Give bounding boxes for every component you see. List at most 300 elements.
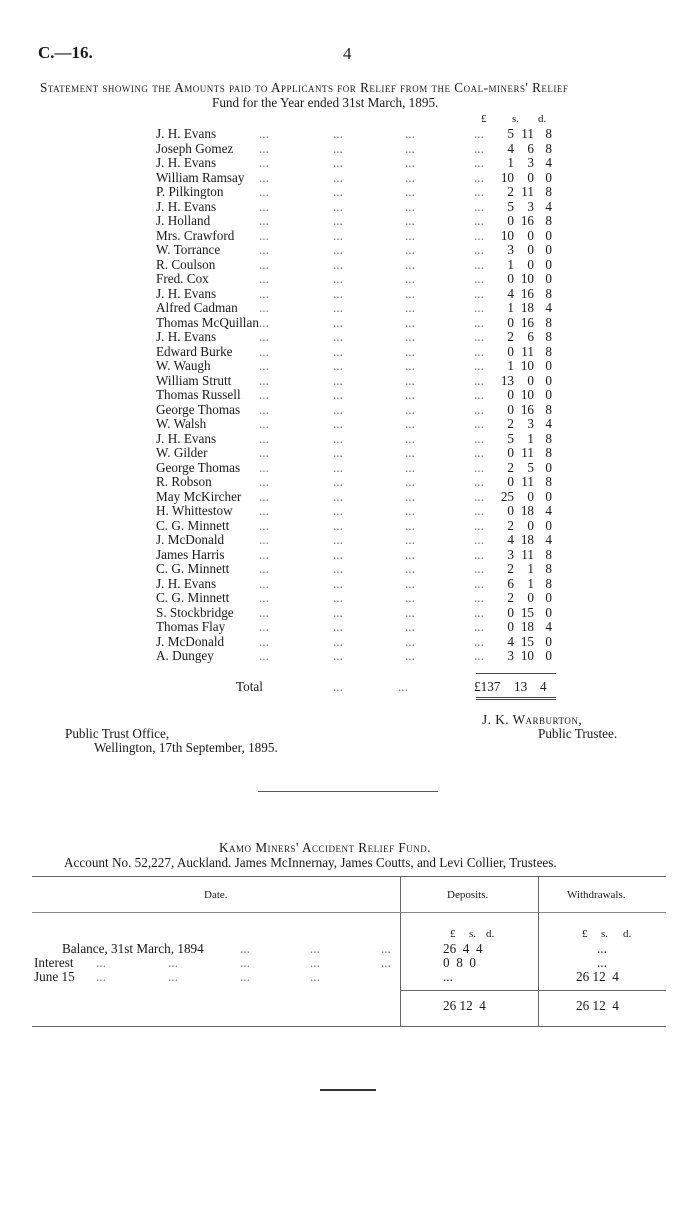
amount-shillings: 1 bbox=[527, 575, 534, 591]
payee-name: W. Gilder bbox=[156, 445, 208, 460]
leader-dots: ... bbox=[405, 126, 415, 141]
amount-shillings: 0 bbox=[527, 256, 534, 272]
leader-dots: ... bbox=[405, 561, 415, 576]
payee-name: William Strutt bbox=[156, 372, 232, 388]
leader-dots: ... bbox=[333, 546, 343, 562]
amount-pounds: 0 bbox=[507, 343, 514, 359]
payment-row bbox=[0, 257, 700, 272]
amount-pounds: 4 bbox=[507, 633, 514, 649]
amount-pounds: 1 bbox=[507, 300, 514, 315]
leader-dots: ... bbox=[474, 532, 484, 547]
leader-dots: ... bbox=[474, 488, 484, 504]
payment-row bbox=[0, 141, 700, 156]
amount-pence: 8 bbox=[545, 561, 552, 576]
leader-dots: ... bbox=[333, 285, 343, 301]
leader-dots: ... bbox=[333, 387, 343, 402]
leader-dots: ... bbox=[474, 546, 484, 562]
amount-pounds: 3 bbox=[507, 546, 514, 562]
leader-dots: ... bbox=[333, 648, 343, 663]
leader-dots: ... bbox=[405, 575, 415, 591]
payee-name: J. H. Evans bbox=[156, 329, 217, 344]
payment-row bbox=[0, 431, 700, 446]
payee-name: J. H. Evans bbox=[156, 155, 217, 170]
ledger-row bbox=[0, 955, 700, 970]
amount-shillings: 10 bbox=[520, 271, 534, 286]
leader-dots: ... bbox=[259, 242, 269, 257]
payment-row bbox=[0, 315, 700, 330]
leader-dots: ... bbox=[333, 474, 343, 489]
leader-dots: ... bbox=[405, 401, 415, 417]
leader-dots: ... bbox=[333, 416, 343, 431]
payment-row bbox=[0, 170, 700, 185]
total-leader-dots: ... bbox=[398, 679, 408, 694]
leader-dots: ... bbox=[405, 285, 415, 301]
amount-pounds: 0 bbox=[507, 387, 514, 402]
amount-pounds: 2 bbox=[507, 590, 514, 605]
leader-dots: ... bbox=[474, 184, 484, 199]
leader-dots: ... bbox=[259, 604, 269, 620]
leader-dots: ... bbox=[405, 648, 415, 663]
leader-dots: ... bbox=[405, 343, 415, 359]
deposit-unit-pence: d. bbox=[486, 928, 495, 940]
signatory-title: Public Trustee. bbox=[538, 726, 618, 741]
payment-row bbox=[0, 590, 700, 605]
leader-dots: ... bbox=[310, 969, 320, 984]
amount-shillings: 1 bbox=[527, 430, 534, 446]
table-header-rule bbox=[32, 912, 666, 913]
amount-pounds: 0 bbox=[507, 213, 514, 228]
ledger-deposit: ... bbox=[443, 969, 453, 984]
amount-shillings: 6 bbox=[527, 329, 534, 344]
payee-name: W. Walsh bbox=[156, 416, 207, 431]
leader-dots: ... bbox=[259, 271, 269, 286]
payee-name: A. Dungey bbox=[156, 648, 214, 663]
amount-pence: 0 bbox=[545, 604, 552, 620]
leader-dots: ... bbox=[259, 633, 269, 649]
leader-dots: ... bbox=[405, 604, 415, 620]
amount-pence: 0 bbox=[545, 459, 552, 475]
total-pounds: £137 bbox=[474, 679, 501, 694]
leader-dots: ... bbox=[259, 169, 269, 185]
amount-pounds: 3 bbox=[507, 648, 514, 663]
leader-dots: ... bbox=[259, 155, 269, 170]
payment-row bbox=[0, 619, 700, 634]
payee-name: Thomas McQuillan bbox=[156, 314, 259, 330]
leader-dots: ... bbox=[310, 955, 320, 970]
payment-row bbox=[0, 242, 700, 257]
payment-row bbox=[0, 300, 700, 315]
payment-row bbox=[0, 286, 700, 301]
amount-pence: 0 bbox=[545, 242, 552, 257]
ledger-deposit: 0 8 0 bbox=[443, 955, 476, 970]
amount-pounds: 1 bbox=[507, 155, 514, 170]
amount-pence: 8 bbox=[545, 343, 552, 359]
leader-dots: ... bbox=[259, 401, 269, 417]
payee-name: George Thomas bbox=[156, 459, 241, 475]
payee-name: J. H. Evans bbox=[156, 198, 217, 214]
payment-row bbox=[0, 489, 700, 504]
leader-dots: ... bbox=[259, 416, 269, 431]
leader-dots: ... bbox=[333, 372, 343, 388]
leader-dots: ... bbox=[474, 126, 484, 141]
ledger-withdrawal: ... bbox=[597, 941, 607, 956]
payment-row bbox=[0, 561, 700, 576]
amount-pounds: 5 bbox=[507, 198, 514, 214]
leader-dots: ... bbox=[405, 256, 415, 272]
leader-dots: ... bbox=[310, 941, 320, 956]
payee-name: S. Stockbridge bbox=[156, 604, 234, 620]
leader-dots: ... bbox=[333, 343, 343, 359]
amount-pence: 0 bbox=[545, 169, 552, 185]
leader-dots: ... bbox=[333, 430, 343, 446]
leader-dots: ... bbox=[259, 532, 269, 547]
amount-pounds: 0 bbox=[507, 604, 514, 620]
leader-dots: ... bbox=[474, 300, 484, 315]
leader-dots: ... bbox=[333, 517, 343, 533]
leader-dots: ... bbox=[259, 126, 269, 141]
amount-pence: 8 bbox=[545, 445, 552, 460]
leader-dots: ... bbox=[474, 140, 484, 156]
leader-dots: ... bbox=[405, 416, 415, 431]
payment-row bbox=[0, 358, 700, 373]
leader-dots: ... bbox=[474, 358, 484, 373]
leader-dots: ... bbox=[405, 227, 415, 243]
amount-pence: 8 bbox=[545, 140, 552, 156]
leader-dots: ... bbox=[333, 227, 343, 243]
leader-dots: ... bbox=[405, 329, 415, 344]
office-line: Public Trust Office, bbox=[65, 726, 170, 741]
leader-dots: ... bbox=[168, 969, 178, 984]
leader-dots: ... bbox=[333, 401, 343, 417]
payment-row bbox=[0, 344, 700, 359]
amount-pence: 0 bbox=[545, 271, 552, 286]
amount-pence: 0 bbox=[545, 590, 552, 605]
leader-dots: ... bbox=[474, 271, 484, 286]
amount-shillings: 3 bbox=[527, 416, 534, 431]
leader-dots: ... bbox=[405, 488, 415, 504]
leader-dots: ... bbox=[405, 198, 415, 214]
kamo-account-line: Account No. 52,227, Auckland. James McInnernay, James Coutts, and Levi Collier, Trustees. bbox=[64, 855, 557, 870]
payee-name: J. McDonald bbox=[156, 633, 225, 649]
ledger-label: Interest bbox=[34, 955, 74, 970]
payee-name: Mrs. Crawford bbox=[156, 227, 235, 243]
payee-name: C. G. Minnett bbox=[156, 517, 230, 533]
amount-pounds: 2 bbox=[507, 184, 514, 199]
amount-pence: 4 bbox=[545, 155, 552, 170]
payment-row bbox=[0, 416, 700, 431]
leader-dots: ... bbox=[474, 401, 484, 417]
leader-dots: ... bbox=[333, 126, 343, 141]
payment-row bbox=[0, 373, 700, 388]
payee-name: William Ramsay bbox=[156, 169, 245, 185]
amount-shillings: 6 bbox=[527, 140, 534, 156]
amount-pence: 4 bbox=[545, 300, 552, 315]
payment-row bbox=[0, 271, 700, 286]
payee-name: May McKircher bbox=[156, 488, 242, 504]
payment-row bbox=[0, 199, 700, 214]
leader-dots: ... bbox=[474, 343, 484, 359]
payee-name: J. H. Evans bbox=[156, 575, 217, 591]
amount-pence: 0 bbox=[545, 633, 552, 649]
payee-name: P. Pilkington bbox=[156, 184, 224, 199]
leader-dots: ... bbox=[259, 590, 269, 605]
leader-dots: ... bbox=[333, 271, 343, 286]
leader-dots: ... bbox=[405, 387, 415, 402]
leader-dots: ... bbox=[405, 459, 415, 475]
leader-dots: ... bbox=[405, 213, 415, 228]
amount-pounds: 0 bbox=[507, 271, 514, 286]
amount-pounds: 2 bbox=[507, 517, 514, 533]
leader-dots: ... bbox=[474, 590, 484, 605]
total-pence: 4 bbox=[540, 679, 547, 694]
leader-dots: ... bbox=[259, 430, 269, 446]
payment-row bbox=[0, 547, 700, 562]
leader-dots: ... bbox=[333, 155, 343, 170]
leader-dots: ... bbox=[333, 169, 343, 185]
withdrawal-unit-shillings: s. bbox=[601, 928, 609, 940]
payment-row bbox=[0, 402, 700, 417]
signatory-name: J. K. Warburton, bbox=[482, 712, 583, 727]
amount-shillings: 0 bbox=[527, 227, 534, 243]
payee-name: R. Robson bbox=[156, 474, 212, 489]
amount-pence: 4 bbox=[545, 619, 552, 634]
amount-shillings: 11 bbox=[521, 445, 534, 460]
amount-pence: 8 bbox=[545, 329, 552, 344]
leader-dots: ... bbox=[474, 155, 484, 170]
amount-shillings: 15 bbox=[520, 633, 534, 649]
amount-pence: 0 bbox=[545, 488, 552, 504]
col-header-date: Date. bbox=[204, 889, 228, 901]
ledger-withdrawal: 26 12 4 bbox=[576, 969, 619, 984]
office-date-line: Wellington, 17th September, 1895. bbox=[94, 740, 278, 755]
leader-dots: ... bbox=[168, 955, 178, 970]
amount-shillings: 3 bbox=[527, 155, 534, 170]
payment-row bbox=[0, 155, 700, 170]
leader-dots: ... bbox=[405, 184, 415, 199]
amount-pounds: 5 bbox=[507, 126, 514, 141]
leader-dots: ... bbox=[405, 474, 415, 489]
total-shillings: 13 bbox=[514, 679, 528, 694]
leader-dots: ... bbox=[405, 445, 415, 460]
amount-pence: 8 bbox=[545, 184, 552, 199]
leader-dots: ... bbox=[333, 459, 343, 475]
total-double-rule bbox=[476, 699, 556, 700]
leader-dots: ... bbox=[474, 285, 484, 301]
amount-shillings: 0 bbox=[527, 517, 534, 533]
leader-dots: ... bbox=[259, 372, 269, 388]
section-divider bbox=[258, 791, 438, 792]
leader-dots: ... bbox=[333, 532, 343, 547]
amount-pence: 0 bbox=[545, 358, 552, 373]
amount-shillings: 18 bbox=[520, 300, 534, 315]
leader-dots: ... bbox=[405, 546, 415, 562]
leader-dots: ... bbox=[474, 256, 484, 272]
leader-dots: ... bbox=[259, 445, 269, 460]
leader-dots: ... bbox=[405, 633, 415, 649]
amount-shillings: 11 bbox=[521, 474, 534, 489]
amount-shillings: 16 bbox=[520, 213, 534, 228]
leader-dots: ... bbox=[259, 575, 269, 591]
amount-shillings: 16 bbox=[520, 314, 534, 330]
kamo-total-deposits: 26 12 4 bbox=[443, 998, 486, 1013]
amount-shillings: 18 bbox=[520, 532, 534, 547]
payment-row bbox=[0, 126, 700, 141]
leader-dots: ... bbox=[259, 285, 269, 301]
leader-dots: ... bbox=[259, 140, 269, 156]
amount-shillings: 18 bbox=[520, 503, 534, 518]
leader-dots: ... bbox=[259, 329, 269, 344]
leader-dots: ... bbox=[259, 198, 269, 214]
payee-name: J. H. Evans bbox=[156, 126, 217, 141]
leader-dots: ... bbox=[240, 969, 250, 984]
payment-row bbox=[0, 228, 700, 243]
leader-dots: ... bbox=[333, 358, 343, 373]
col-header-pence: d. bbox=[538, 113, 547, 125]
leader-dots: ... bbox=[333, 300, 343, 315]
kamo-total-withdrawals: 26 12 4 bbox=[576, 998, 619, 1013]
col-header-deposits: Deposits. bbox=[447, 889, 489, 901]
amount-pence: 8 bbox=[545, 546, 552, 562]
table-top-rule bbox=[32, 876, 666, 877]
leader-dots: ... bbox=[474, 430, 484, 446]
leader-dots: ... bbox=[333, 561, 343, 576]
amount-pounds: 13 bbox=[500, 372, 514, 388]
statement-title-line1: Statement showing the Amounts paid to Applicants for Relief from the Coal-miners' Relief bbox=[40, 80, 569, 95]
payee-name: James Harris bbox=[156, 546, 225, 562]
payee-name: C. G. Minnett bbox=[156, 561, 230, 576]
amount-pence: 8 bbox=[545, 575, 552, 591]
amount-pounds: 0 bbox=[507, 445, 514, 460]
leader-dots: ... bbox=[259, 503, 269, 518]
leader-dots: ... bbox=[474, 372, 484, 388]
leader-dots: ... bbox=[96, 969, 106, 984]
leader-dots: ... bbox=[474, 575, 484, 591]
leader-dots: ... bbox=[405, 271, 415, 286]
amount-shillings: 3 bbox=[527, 198, 534, 214]
leader-dots: ... bbox=[474, 169, 484, 185]
amount-pounds: 5 bbox=[507, 430, 514, 446]
ledger-deposit: 26 4 4 bbox=[443, 941, 483, 956]
ledger-withdrawal: ... bbox=[597, 955, 607, 970]
payment-row bbox=[0, 184, 700, 199]
amount-pounds: 1 bbox=[507, 256, 514, 272]
leader-dots: ... bbox=[405, 372, 415, 388]
ledger-row bbox=[0, 941, 700, 956]
total-row bbox=[0, 679, 700, 695]
payee-name: W. Waugh bbox=[156, 358, 211, 373]
amount-pounds: 25 bbox=[500, 488, 514, 504]
amount-shillings: 10 bbox=[520, 358, 534, 373]
deposit-unit-shillings: s. bbox=[469, 928, 477, 940]
amount-pounds: 3 bbox=[507, 242, 514, 257]
leader-dots: ... bbox=[474, 459, 484, 475]
payment-row bbox=[0, 474, 700, 489]
leader-dots: ... bbox=[333, 619, 343, 634]
payment-row bbox=[0, 387, 700, 402]
leader-dots: ... bbox=[405, 590, 415, 605]
leader-dots: ... bbox=[474, 213, 484, 228]
amount-pence: 4 bbox=[545, 416, 552, 431]
payment-row bbox=[0, 518, 700, 533]
leader-dots: ... bbox=[259, 488, 269, 504]
leader-dots: ... bbox=[333, 242, 343, 257]
ledger-label: Balance, 31st March, 1894 bbox=[62, 941, 204, 956]
amount-pounds: 0 bbox=[507, 503, 514, 518]
amount-pence: 0 bbox=[545, 387, 552, 402]
leader-dots: ... bbox=[474, 619, 484, 634]
leader-dots: ... bbox=[240, 955, 250, 970]
payment-row bbox=[0, 648, 700, 663]
leader-dots: ... bbox=[259, 358, 269, 373]
payee-name: Fred. Cox bbox=[156, 271, 209, 286]
amount-pence: 0 bbox=[545, 256, 552, 272]
amount-pence: 8 bbox=[545, 474, 552, 489]
leader-dots: ... bbox=[474, 445, 484, 460]
payee-name: Joseph Gomez bbox=[156, 140, 234, 156]
leader-dots: ... bbox=[333, 213, 343, 228]
total-label: Total bbox=[236, 679, 263, 694]
payee-name: Edward Burke bbox=[156, 343, 233, 359]
amount-shillings: 0 bbox=[527, 372, 534, 388]
document-code: C.—16. bbox=[38, 43, 93, 62]
amount-pounds: 2 bbox=[507, 459, 514, 475]
amount-pence: 8 bbox=[545, 213, 552, 228]
amount-pounds: 0 bbox=[507, 314, 514, 330]
leader-dots: ... bbox=[405, 619, 415, 634]
leader-dots: ... bbox=[405, 242, 415, 257]
total-leader-dots: ... bbox=[333, 679, 343, 694]
amount-pence: 8 bbox=[545, 401, 552, 417]
amount-pounds: 0 bbox=[507, 619, 514, 634]
payment-row bbox=[0, 460, 700, 475]
payee-name: J. H. Evans bbox=[156, 285, 217, 301]
amount-pounds: 10 bbox=[500, 169, 514, 185]
amount-shillings: 0 bbox=[527, 242, 534, 257]
amount-shillings: 11 bbox=[521, 343, 534, 359]
leader-dots: ... bbox=[333, 604, 343, 620]
amount-shillings: 16 bbox=[520, 285, 534, 301]
amount-pence: 0 bbox=[545, 517, 552, 533]
payment-row bbox=[0, 329, 700, 344]
amount-shillings: 11 bbox=[521, 126, 534, 141]
leader-dots: ... bbox=[333, 575, 343, 591]
leader-dots: ... bbox=[333, 445, 343, 460]
amount-pounds: 6 bbox=[507, 575, 514, 591]
payee-name: George Thomas bbox=[156, 401, 241, 417]
leader-dots: ... bbox=[405, 140, 415, 156]
amount-shillings: 5 bbox=[527, 459, 534, 475]
leader-dots: ... bbox=[259, 648, 269, 663]
leader-dots: ... bbox=[259, 474, 269, 489]
leader-dots: ... bbox=[259, 546, 269, 562]
amount-pence: 8 bbox=[545, 285, 552, 301]
payment-row bbox=[0, 576, 700, 591]
payee-name: Thomas Russell bbox=[156, 387, 241, 402]
total-rule bbox=[476, 673, 556, 674]
leader-dots: ... bbox=[333, 314, 343, 330]
payee-name: Alfred Cadman bbox=[156, 300, 238, 315]
payment-row bbox=[0, 445, 700, 460]
amount-shillings: 10 bbox=[520, 387, 534, 402]
leader-dots: ... bbox=[474, 198, 484, 214]
end-rule bbox=[320, 1089, 376, 1091]
payee-name: J. H. Evans bbox=[156, 430, 217, 446]
payment-row bbox=[0, 503, 700, 518]
amount-shillings: 0 bbox=[527, 590, 534, 605]
leader-dots: ... bbox=[333, 198, 343, 214]
payment-row bbox=[0, 532, 700, 547]
withdrawal-unit-pence: d. bbox=[623, 928, 632, 940]
